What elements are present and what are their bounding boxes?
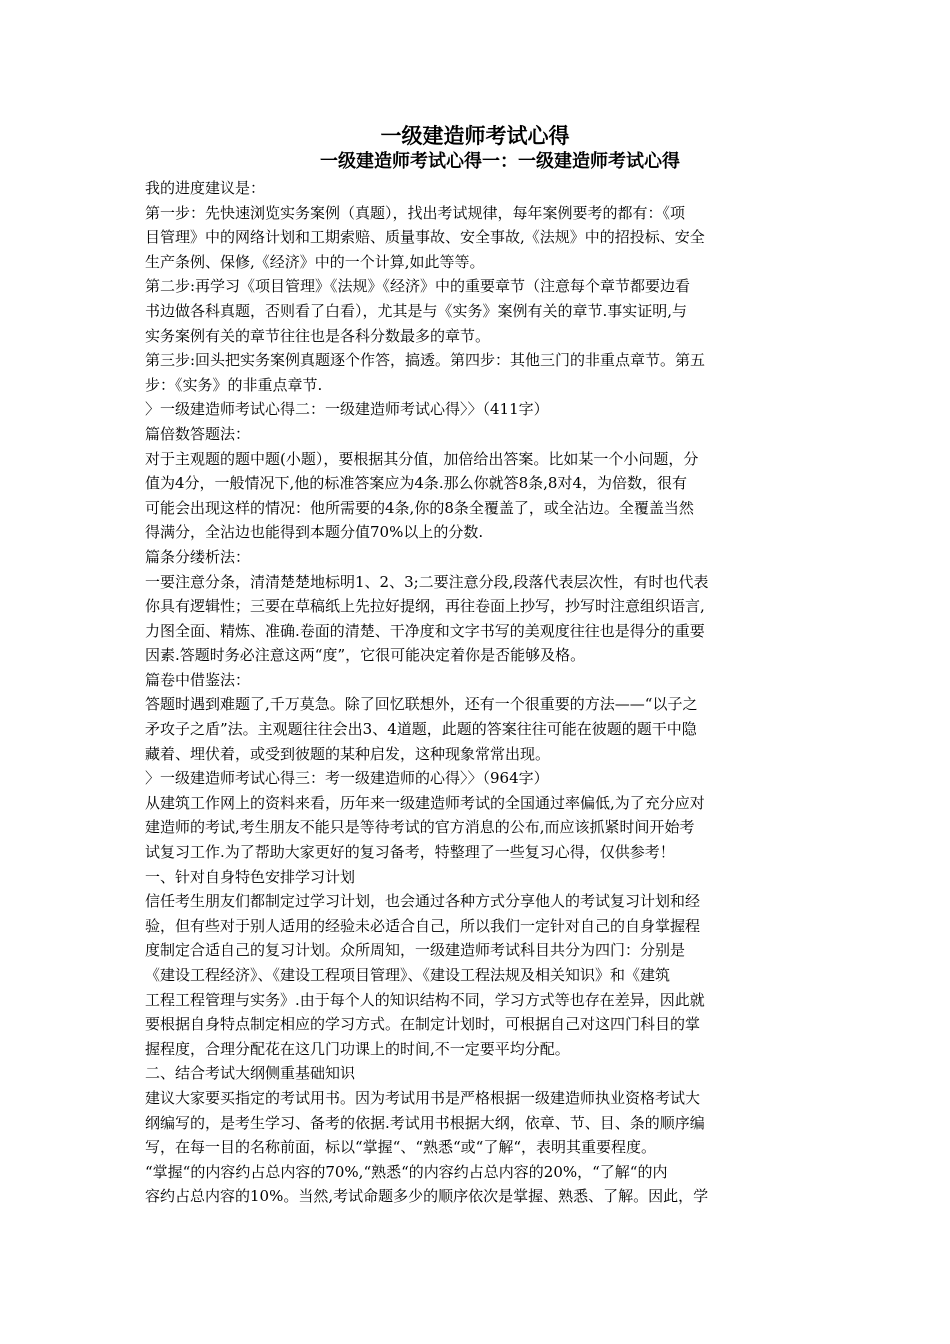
body-text-line: 验，但有些对于别人适用的经验未必适合自己，所以我们一定针对自己的自身掌握程 (145, 916, 701, 935)
body-text-line: 藏着、埋伏着，或受到彼题的某种启发，这种现象常常出现。 (145, 744, 551, 763)
body-text-line: 篇条分缕析法： (145, 547, 251, 566)
body-text-line: 矛攻子之盾”法。主观题往往会出3、4道题，此题的答案往往可能在彼题的题干中隐 (145, 720, 697, 739)
body-text-line: 容约占总内容的10%。当然,考试命题多少的顺序依次是掌握、熟悉、了解。因此，学 (145, 1187, 709, 1206)
body-text-line: 信任考生朋友们都制定过学习计划，也会通过各种方式分享他人的考试复习计划和经 (145, 892, 701, 911)
body-text-line: 握程度，合理分配花在这几门功课上的时间,不一定要平均分配。 (145, 1039, 570, 1058)
body-text-line: 篇卷中借鉴法： (145, 670, 251, 689)
body-text-line: 一要注意分条，清清楚楚地标明1、2、3;二要注意分段,段落代表层次性，有时也代表 (145, 572, 709, 591)
body-text-line: 第三步:回头把实务案例真题逐个作答，搞透。第四步：其他三门的非重点章节。第五 (145, 351, 706, 370)
body-text-line: 值为4分，一般情况下,他的标准答案应为4条.那么你就答8条,8对4，为倍数，很有 (145, 474, 688, 493)
body-text-line: 可能会出现这样的情况：他所需要的4条,你的8条全覆盖了，或全沾边。全覆盖当然 (145, 498, 694, 517)
body-text-line: 答题时遇到难题了,千万莫急。除了回忆联想外，还有一个很重要的方法——“以子之 (145, 695, 698, 714)
body-text-line: 《建设工程经济》、《建设工程项目管理》、《建设工程法规及相关知识》和《建筑 (145, 966, 671, 984)
body-text-line: 建造师的考试,考生朋友不能只是等待考试的官方消息的公布,而应该抓紧时间开始考 (145, 818, 695, 837)
body-text-line: 试复习工作.为了帮助大家更好的复习备考，特整理了一些复习心得，仅供参考！ (145, 843, 675, 862)
body-text-line: 度制定合适自己的复习计划。众所周知，一级建造师考试科目共分为四门：分别是 (145, 941, 686, 960)
body-text-line: 第一步：先快速浏览实务案例（真题），找出考试规律，每年案例要考的都有：《项 (145, 203, 686, 222)
body-text-line: 书边做各科真题，否则看了白看），尤其是与《实务》案例有关的章节.事实证明,与 (145, 301, 688, 320)
body-text-line: 步：《实务》的非重点章节. (145, 375, 323, 394)
body-text-line: 二、结合考试大纲侧重基础知识 (145, 1064, 356, 1083)
body-text-line: 对于主观题的题中题(小题），要根据其分值，加倍给出答案。比如某一个小问题，分 (145, 449, 699, 468)
body-text-line: 得满分，全沾边也能得到本题分值70%以上的分数. (145, 523, 484, 542)
body-text-line: 我的进度建议是： (145, 179, 266, 197)
body-text-line: 篇倍数答题法： (145, 424, 251, 443)
body-text-line: 建议大家要买指定的考试用书。因为考试用书是严格根据一级建造师执业资格考试大 (145, 1088, 701, 1107)
document-subtitle: 一级建造师考试心得一：一级建造师考试心得 (320, 151, 680, 172)
body-text-line: 实务案例有关的章节往往也是各科分数最多的章节。 (145, 326, 491, 345)
body-text-line: 要根据自身特点制定相应的学习方式。在制定计划时，可根据自己对这四门科目的掌 (145, 1015, 701, 1034)
body-text-line: 力图全面、精炼、准确.卷面的清楚、干净度和文字书写的美观度往往也是得分的重要 (145, 621, 705, 640)
body-text-line: 生产条例、保修,《经济》中的一个计算,如此等等。 (145, 252, 485, 271)
body-text-line: 目管理》中的网络计划和工期索赔、质量事故、安全事故,《法规》中的招投标、安全 (145, 228, 705, 247)
body-text-line: “掌握“的内容约占总内容的70%,“熟悉“的内容约占总内容的20%，“了解“的内 (145, 1162, 668, 1181)
document-body (145, 176, 807, 1209)
document-title: 一级建造师考试心得 (380, 124, 570, 148)
body-text-line: 你具有逻辑性；三要在草稿纸上先拉好提纲，再往卷面上抄写，抄写时注意组织语言, (145, 597, 705, 616)
body-text-line: 〉一级建造师考试心得二：一级建造师考试心得〉〉（411字） (145, 400, 549, 419)
body-text-line: 写，在每一目的名称前面，标以“掌握“、“熟悉“或“了解“，表明其重要程度。 (145, 1138, 657, 1157)
body-text-line: 第二步:再学习《项目管理》《法规》《经济》中的重要章节（注意每个章节都要边看 (145, 277, 691, 296)
body-text-line: 因素.答题时务必注意这两“度”，它很可能决定着你是否能够及格。 (145, 646, 586, 665)
body-text-line: 〉一级建造师考试心得三：考一级建造师的心得〉〉（964字） (145, 769, 549, 788)
body-text-line: 纲编写的，是考生学习、备考的依据.考试用书根据大纲，依章、节、目、条的顺序编 (145, 1113, 705, 1132)
body-text-line: 从建筑工作网上的资料来看，历年来一级建造师考试的全国通过率偏低,为了充分应对 (145, 793, 705, 812)
body-text-line: 一、针对自身特色安排学习计划 (145, 867, 356, 886)
body-text-line: 工程工程管理与实务》.由于每个人的知识结构不同，学习方式等也存在差异，因此就 (145, 990, 705, 1009)
